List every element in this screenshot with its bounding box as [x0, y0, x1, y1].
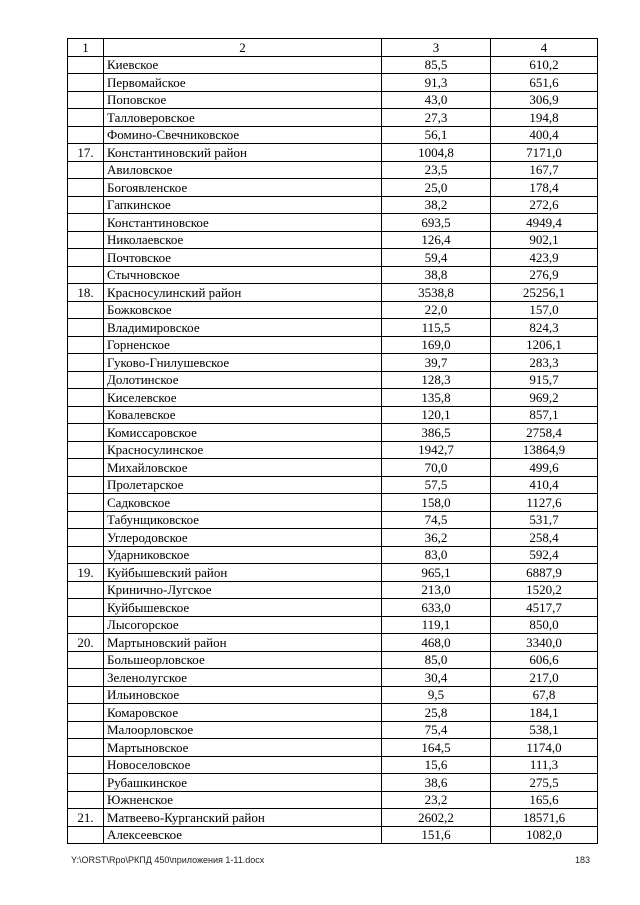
table-row: [68, 581, 598, 599]
table-row: [68, 74, 598, 92]
name-cell: Божковское: [104, 301, 382, 319]
name-cell: Константиновское: [104, 214, 382, 232]
data-table: [67, 38, 598, 844]
value-col3-cell: 135,8: [382, 389, 491, 407]
value-col4-cell: 857,1: [491, 406, 598, 424]
value-col3-cell: 56,1: [382, 126, 491, 144]
name-cell: Углеродовское: [104, 529, 382, 547]
value-col4-cell: 258,4: [491, 529, 598, 547]
value-col4-cell: 4949,4: [491, 214, 598, 232]
value-col4-cell: 606,6: [491, 651, 598, 669]
row-number-cell: [68, 196, 104, 214]
value-col4-cell: 283,3: [491, 354, 598, 372]
value-col3-cell: 126,4: [382, 231, 491, 249]
value-col3-cell: 158,0: [382, 494, 491, 512]
table-row: [68, 599, 598, 617]
name-cell: Кринично-Лугское: [104, 581, 382, 599]
value-col4-cell: 217,0: [491, 669, 598, 687]
table-row: [68, 389, 598, 407]
row-number-cell: [68, 616, 104, 634]
value-col3-cell: 70,0: [382, 459, 491, 477]
name-cell: Ильиновское: [104, 686, 382, 704]
row-number-cell: [68, 686, 104, 704]
table-row: [68, 494, 598, 512]
name-cell: Гуково-Гнилушевское: [104, 354, 382, 372]
table-row: [68, 546, 598, 564]
value-col4-cell: 410,4: [491, 476, 598, 494]
table-row: [68, 564, 598, 582]
value-col4-cell: 184,1: [491, 704, 598, 722]
value-col3-cell: 30,4: [382, 669, 491, 687]
table-row: [68, 424, 598, 442]
value-col4-cell: 18571,6: [491, 809, 598, 827]
table-row: [68, 266, 598, 284]
table-row: [68, 809, 598, 827]
row-number-cell: 20.: [68, 634, 104, 652]
name-cell: Пролетарское: [104, 476, 382, 494]
value-col3-cell: 59,4: [382, 249, 491, 267]
value-col4-cell: 423,9: [491, 249, 598, 267]
row-number-cell: [68, 91, 104, 109]
value-col3-cell: 386,5: [382, 424, 491, 442]
header-cell-4: 4: [491, 39, 598, 57]
name-cell: Красносулинское: [104, 441, 382, 459]
value-col3-cell: 120,1: [382, 406, 491, 424]
name-cell: Матвеево-Курганский район: [104, 809, 382, 827]
name-cell: Николаевское: [104, 231, 382, 249]
name-cell: Малоорловское: [104, 721, 382, 739]
table-row: [68, 774, 598, 792]
value-col3-cell: 36,2: [382, 529, 491, 547]
value-col3-cell: 23,2: [382, 791, 491, 809]
name-cell: Рубашкинское: [104, 774, 382, 792]
name-cell: Горненское: [104, 336, 382, 354]
value-col4-cell: 400,4: [491, 126, 598, 144]
table-row: [68, 739, 598, 757]
table-body: [68, 39, 598, 844]
value-col3-cell: 91,3: [382, 74, 491, 92]
table-row: [68, 756, 598, 774]
table-row: [68, 284, 598, 302]
value-col3-cell: 119,1: [382, 616, 491, 634]
value-col4-cell: 6887,9: [491, 564, 598, 582]
value-col3-cell: 57,5: [382, 476, 491, 494]
name-cell: Первомайское: [104, 74, 382, 92]
name-cell: Алексеевское: [104, 826, 382, 844]
table-row: [68, 721, 598, 739]
row-number-cell: [68, 231, 104, 249]
value-col3-cell: 27,3: [382, 109, 491, 127]
value-col4-cell: 850,0: [491, 616, 598, 634]
name-cell: Комаровское: [104, 704, 382, 722]
row-number-cell: [68, 756, 104, 774]
value-col3-cell: 38,8: [382, 266, 491, 284]
value-col4-cell: 902,1: [491, 231, 598, 249]
row-number-cell: [68, 791, 104, 809]
value-col3-cell: 85,0: [382, 651, 491, 669]
row-number-cell: [68, 494, 104, 512]
row-number-cell: [68, 161, 104, 179]
value-col3-cell: 2602,2: [382, 809, 491, 827]
value-col4-cell: 4517,7: [491, 599, 598, 617]
value-col4-cell: 915,7: [491, 371, 598, 389]
value-col3-cell: 965,1: [382, 564, 491, 582]
value-col4-cell: 157,0: [491, 301, 598, 319]
value-col3-cell: 9,5: [382, 686, 491, 704]
table-row: [68, 826, 598, 844]
name-cell: Большеорловское: [104, 651, 382, 669]
value-col4-cell: 499,6: [491, 459, 598, 477]
table-row: [68, 126, 598, 144]
footer-file-path: Y:\ORST\Rpo\РКПД 450\приложения 1-11.docx: [71, 855, 265, 865]
value-col4-cell: 13864,9: [491, 441, 598, 459]
row-number-cell: [68, 511, 104, 529]
row-number-cell: [68, 599, 104, 617]
name-cell: Константиновский район: [104, 144, 382, 162]
header-cell-3: 3: [382, 39, 491, 57]
table-row: [68, 651, 598, 669]
table-row: [68, 301, 598, 319]
row-number-cell: [68, 389, 104, 407]
value-col4-cell: 538,1: [491, 721, 598, 739]
name-cell: Куйбышевский район: [104, 564, 382, 582]
name-cell: Киселевское: [104, 389, 382, 407]
table-row: [68, 616, 598, 634]
row-number-cell: 19.: [68, 564, 104, 582]
row-number-cell: [68, 476, 104, 494]
row-number-cell: [68, 406, 104, 424]
table-header-row: [68, 39, 598, 57]
table-row: [68, 791, 598, 809]
row-number-cell: [68, 179, 104, 197]
value-col4-cell: 167,7: [491, 161, 598, 179]
value-col4-cell: 25256,1: [491, 284, 598, 302]
value-col4-cell: 306,9: [491, 91, 598, 109]
name-cell: Мартыновский район: [104, 634, 382, 652]
row-number-cell: [68, 371, 104, 389]
value-col3-cell: 22,0: [382, 301, 491, 319]
value-col4-cell: 275,5: [491, 774, 598, 792]
name-cell: Комиссаровское: [104, 424, 382, 442]
name-cell: Талловеровское: [104, 109, 382, 127]
row-number-cell: [68, 109, 104, 127]
value-col4-cell: 651,6: [491, 74, 598, 92]
value-col3-cell: 75,4: [382, 721, 491, 739]
row-number-cell: [68, 651, 104, 669]
name-cell: Красносулинский район: [104, 284, 382, 302]
table-row: [68, 196, 598, 214]
table-row: [68, 336, 598, 354]
name-cell: Садковское: [104, 494, 382, 512]
table-row: [68, 109, 598, 127]
row-number-cell: [68, 546, 104, 564]
value-col3-cell: 15,6: [382, 756, 491, 774]
value-col4-cell: 969,2: [491, 389, 598, 407]
row-number-cell: [68, 214, 104, 232]
value-col3-cell: 128,3: [382, 371, 491, 389]
row-number-cell: [68, 126, 104, 144]
row-number-cell: [68, 301, 104, 319]
row-number-cell: [68, 529, 104, 547]
table-row: [68, 319, 598, 337]
name-cell: Лысогорское: [104, 616, 382, 634]
table-row: [68, 476, 598, 494]
value-col3-cell: 38,2: [382, 196, 491, 214]
value-col3-cell: 164,5: [382, 739, 491, 757]
value-col3-cell: 1942,7: [382, 441, 491, 459]
table-row: [68, 529, 598, 547]
row-number-cell: [68, 459, 104, 477]
row-number-cell: [68, 826, 104, 844]
table-row: [68, 56, 598, 74]
row-number-cell: 21.: [68, 809, 104, 827]
table-row: [68, 354, 598, 372]
table-row: [68, 669, 598, 687]
row-number-cell: [68, 249, 104, 267]
table-row: [68, 634, 598, 652]
value-col3-cell: 74,5: [382, 511, 491, 529]
row-number-cell: [68, 669, 104, 687]
value-col4-cell: 194,8: [491, 109, 598, 127]
name-cell: Стычновское: [104, 266, 382, 284]
value-col4-cell: 1520,2: [491, 581, 598, 599]
row-number-cell: [68, 441, 104, 459]
table-row: [68, 406, 598, 424]
value-col4-cell: 178,4: [491, 179, 598, 197]
name-cell: Поповское: [104, 91, 382, 109]
row-number-cell: [68, 266, 104, 284]
table-row: [68, 704, 598, 722]
value-col4-cell: 1127,6: [491, 494, 598, 512]
value-col3-cell: 151,6: [382, 826, 491, 844]
row-number-cell: [68, 721, 104, 739]
row-number-cell: [68, 56, 104, 74]
value-col3-cell: 115,5: [382, 319, 491, 337]
row-number-cell: 18.: [68, 284, 104, 302]
value-col3-cell: 25,0: [382, 179, 491, 197]
name-cell: Новоселовское: [104, 756, 382, 774]
value-col4-cell: 592,4: [491, 546, 598, 564]
name-cell: Южненское: [104, 791, 382, 809]
value-col4-cell: 2758,4: [491, 424, 598, 442]
table-row: [68, 249, 598, 267]
row-number-cell: [68, 774, 104, 792]
value-col3-cell: 43,0: [382, 91, 491, 109]
name-cell: Куйбышевское: [104, 599, 382, 617]
value-col4-cell: 272,6: [491, 196, 598, 214]
name-cell: Киевское: [104, 56, 382, 74]
value-col3-cell: 83,0: [382, 546, 491, 564]
value-col4-cell: 67,8: [491, 686, 598, 704]
row-number-cell: [68, 319, 104, 337]
name-cell: Михайловское: [104, 459, 382, 477]
name-cell: Табунщиковское: [104, 511, 382, 529]
value-col4-cell: 3340,0: [491, 634, 598, 652]
row-number-cell: [68, 336, 104, 354]
value-col3-cell: 633,0: [382, 599, 491, 617]
name-cell: Почтовское: [104, 249, 382, 267]
value-col4-cell: 111,3: [491, 756, 598, 774]
name-cell: Авиловское: [104, 161, 382, 179]
value-col4-cell: 531,7: [491, 511, 598, 529]
table-row: [68, 459, 598, 477]
value-col4-cell: 824,3: [491, 319, 598, 337]
table-row: [68, 371, 598, 389]
value-col4-cell: 276,9: [491, 266, 598, 284]
name-cell: Мартыновское: [104, 739, 382, 757]
value-col3-cell: 39,7: [382, 354, 491, 372]
value-col3-cell: 468,0: [382, 634, 491, 652]
row-number-cell: 17.: [68, 144, 104, 162]
name-cell: Ударниковское: [104, 546, 382, 564]
header-cell-2: 2: [104, 39, 382, 57]
name-cell: Фомино-Свечниковское: [104, 126, 382, 144]
table-row: [68, 686, 598, 704]
row-number-cell: [68, 424, 104, 442]
row-number-cell: [68, 354, 104, 372]
table-row: [68, 179, 598, 197]
name-cell: Богоявленское: [104, 179, 382, 197]
value-col3-cell: 38,6: [382, 774, 491, 792]
table-row: [68, 441, 598, 459]
name-cell: Долотинское: [104, 371, 382, 389]
footer-page-number: 183: [574, 855, 590, 865]
value-col4-cell: 1206,1: [491, 336, 598, 354]
table-row: [68, 161, 598, 179]
value-col3-cell: 693,5: [382, 214, 491, 232]
value-col3-cell: 23,5: [382, 161, 491, 179]
value-col4-cell: 7171,0: [491, 144, 598, 162]
name-cell: Ковалевское: [104, 406, 382, 424]
value-col3-cell: 169,0: [382, 336, 491, 354]
value-col4-cell: 1174,0: [491, 739, 598, 757]
name-cell: Зеленолугское: [104, 669, 382, 687]
table-row: [68, 511, 598, 529]
value-col3-cell: 85,5: [382, 56, 491, 74]
table-row: [68, 144, 598, 162]
row-number-cell: [68, 581, 104, 599]
value-col3-cell: 213,0: [382, 581, 491, 599]
row-number-cell: [68, 739, 104, 757]
row-number-cell: [68, 74, 104, 92]
value-col3-cell: 3538,8: [382, 284, 491, 302]
name-cell: Гапкинское: [104, 196, 382, 214]
value-col4-cell: 610,2: [491, 56, 598, 74]
table-row: [68, 214, 598, 232]
name-cell: Владимировское: [104, 319, 382, 337]
value-col3-cell: 25,8: [382, 704, 491, 722]
table-row: [68, 91, 598, 109]
value-col4-cell: 1082,0: [491, 826, 598, 844]
table-row: [68, 231, 598, 249]
header-cell-1: 1: [68, 39, 104, 57]
value-col4-cell: 165,6: [491, 791, 598, 809]
value-col3-cell: 1004,8: [382, 144, 491, 162]
row-number-cell: [68, 704, 104, 722]
